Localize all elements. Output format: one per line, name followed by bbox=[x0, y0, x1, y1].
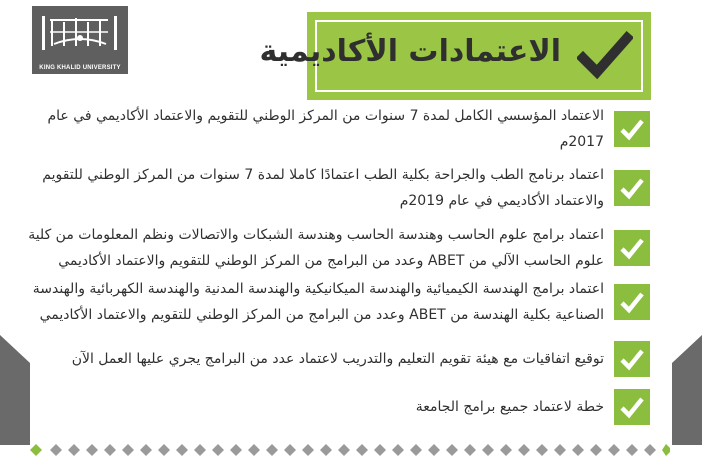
check-icon bbox=[614, 284, 650, 320]
check-icon bbox=[614, 389, 650, 425]
check-icon bbox=[614, 111, 650, 147]
item-text: اعتماد برنامج الطب والجراحة بكلية الطب اعتمادًا كاملا لمدة 7 سنوات من المركز الوطني للتقويم والاعتماد الأكاديمي في عام 2019م bbox=[42, 167, 604, 209]
university-logo bbox=[32, 6, 128, 74]
item-text: اعتماد برامج الهندسة الكيميائية والهندسة الميكانيكية والهندسة المدنية والهندسة الكهربائية والهندسة الصناعية بكلية الهندسة من ABET وعدد من البرامج من المركز الوطني للتقويم والاعتماد الأكاديمي bbox=[32, 281, 604, 323]
list-item bbox=[20, 104, 650, 154]
list-item bbox=[20, 274, 650, 330]
check-icon bbox=[614, 230, 650, 266]
list-item bbox=[20, 220, 650, 276]
item-text: الاعتماد المؤسسي الكامل لمدة 7 سنوات من المركز الوطني للتقويم والاعتماد الأكاديمي في عام 2017م bbox=[47, 108, 604, 150]
item-text: توقيع اتفاقيات مع هيئة تقويم التعليم والتدريب لاعتماد عدد من البرامج يجري عليها العمل الآن bbox=[71, 351, 604, 367]
list-item bbox=[20, 160, 650, 216]
list-item bbox=[20, 382, 650, 432]
emblem-icon bbox=[32, 10, 128, 54]
item-text: خطة لاعتماد جميع برامج الجامعة bbox=[415, 399, 604, 415]
page-title: الاعتمادات الأكاديمية bbox=[259, 34, 561, 69]
list-item bbox=[20, 334, 650, 384]
check-icon bbox=[614, 341, 650, 377]
check-icon bbox=[614, 170, 650, 206]
right-side-decoration bbox=[672, 335, 702, 449]
banner-check-icon bbox=[577, 30, 633, 86]
title-banner bbox=[259, 12, 651, 100]
left-side-decoration bbox=[0, 335, 30, 449]
item-text: اعتماد برامج علوم الحاسب وهندسة الحاسب وهندسة الشبكات والاتصالات ونظم المعلومات من كلية علوم الحاسب الآلي من ABET وعدد من البرامج من المركز الوطني للتقويم والاعتماد الأكاديمي bbox=[28, 227, 604, 269]
logo-english-text: KING KHALID UNIVERSITY bbox=[39, 65, 121, 71]
decorative-pattern bbox=[30, 440, 670, 464]
